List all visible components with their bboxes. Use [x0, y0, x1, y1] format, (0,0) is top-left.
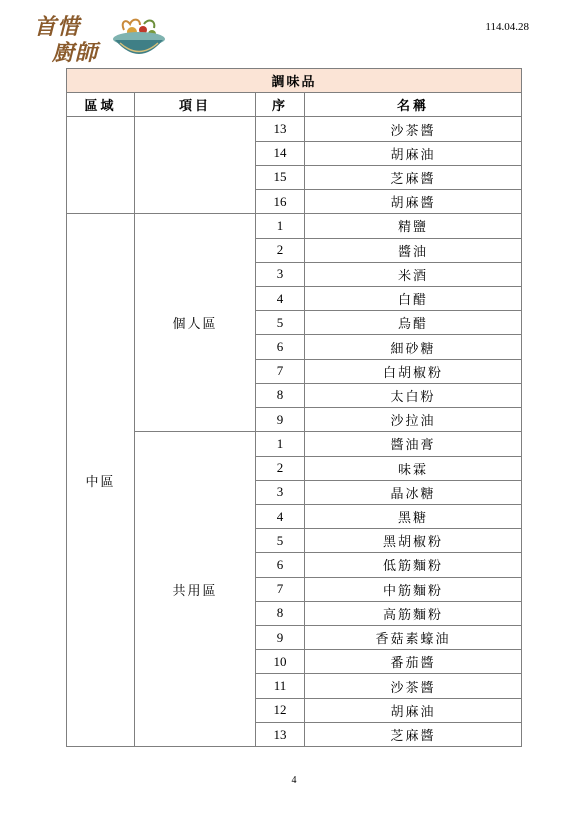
name-cell: 白醋 — [305, 286, 522, 310]
column-header-seq: 序 — [256, 93, 305, 117]
seq-cell: 12 — [256, 698, 305, 722]
seq-cell: 10 — [256, 650, 305, 674]
name-cell: 胡麻油 — [305, 141, 522, 165]
column-header-name: 名稱 — [305, 93, 522, 117]
name-cell: 香菇素蠔油 — [305, 626, 522, 650]
seq-cell: 11 — [256, 674, 305, 698]
name-cell: 芝麻醬 — [305, 722, 522, 746]
name-cell: 胡麻醬 — [305, 190, 522, 214]
seq-cell: 9 — [256, 626, 305, 650]
name-cell: 中筋麵粉 — [305, 577, 522, 601]
name-cell: 晶冰糖 — [305, 480, 522, 504]
item-cell — [135, 117, 256, 214]
name-cell: 沙拉油 — [305, 408, 522, 432]
seq-cell: 3 — [256, 480, 305, 504]
name-cell: 太白粉 — [305, 383, 522, 407]
logo — [30, 12, 170, 70]
name-cell: 精鹽 — [305, 214, 522, 238]
seq-cell: 9 — [256, 408, 305, 432]
seq-cell: 5 — [256, 311, 305, 335]
seq-cell: 2 — [256, 456, 305, 480]
table-row — [67, 214, 522, 238]
seq-cell: 6 — [256, 335, 305, 359]
name-cell: 芝麻醬 — [305, 165, 522, 189]
document-date: 114.04.28 — [485, 21, 529, 33]
name-cell: 胡麻油 — [305, 698, 522, 722]
dish-icon — [110, 16, 168, 66]
seq-cell: 8 — [256, 383, 305, 407]
table-title-row — [67, 69, 522, 93]
column-header-item: 項目 — [135, 93, 256, 117]
seq-cell: 13 — [256, 722, 305, 746]
item-cell: 共用區 — [135, 432, 256, 747]
seq-cell: 3 — [256, 262, 305, 286]
name-cell: 米酒 — [305, 262, 522, 286]
seq-cell: 15 — [256, 165, 305, 189]
name-cell: 高筋麵粉 — [305, 601, 522, 625]
table-row — [67, 432, 522, 456]
name-cell: 味霖 — [305, 456, 522, 480]
seq-cell: 7 — [256, 359, 305, 383]
zone-cell: 中區 — [67, 214, 135, 747]
name-cell: 沙茶醬 — [305, 674, 522, 698]
seq-cell: 6 — [256, 553, 305, 577]
seq-cell: 7 — [256, 577, 305, 601]
table-title: 調味品 — [67, 69, 522, 93]
name-cell: 番茄醬 — [305, 650, 522, 674]
logo-text-line2: 廚師 — [52, 40, 99, 66]
seq-cell: 1 — [256, 432, 305, 456]
seasoning-table — [66, 68, 522, 747]
item-cell: 個人區 — [135, 214, 256, 432]
column-header-zone: 區域 — [67, 93, 135, 117]
name-cell: 低筋麵粉 — [305, 553, 522, 577]
logo-text-line1: 首惜 — [34, 14, 81, 40]
seq-cell: 4 — [256, 504, 305, 528]
name-cell: 醬油膏 — [305, 432, 522, 456]
seq-cell: 14 — [256, 141, 305, 165]
name-cell: 沙茶醬 — [305, 117, 522, 141]
table-row — [67, 117, 522, 141]
name-cell: 細砂糖 — [305, 335, 522, 359]
name-cell: 黑糖 — [305, 504, 522, 528]
seq-cell: 4 — [256, 286, 305, 310]
name-cell: 黑胡椒粉 — [305, 529, 522, 553]
zone-cell — [67, 117, 135, 214]
seq-cell: 13 — [256, 117, 305, 141]
name-cell: 白胡椒粉 — [305, 359, 522, 383]
seq-cell: 8 — [256, 601, 305, 625]
page-number: 4 — [291, 775, 297, 786]
name-cell: 烏醋 — [305, 311, 522, 335]
seq-cell: 16 — [256, 190, 305, 214]
seq-cell: 2 — [256, 238, 305, 262]
seq-cell: 1 — [256, 214, 305, 238]
seq-cell: 5 — [256, 529, 305, 553]
name-cell: 醬油 — [305, 238, 522, 262]
table-header-row — [67, 93, 522, 117]
